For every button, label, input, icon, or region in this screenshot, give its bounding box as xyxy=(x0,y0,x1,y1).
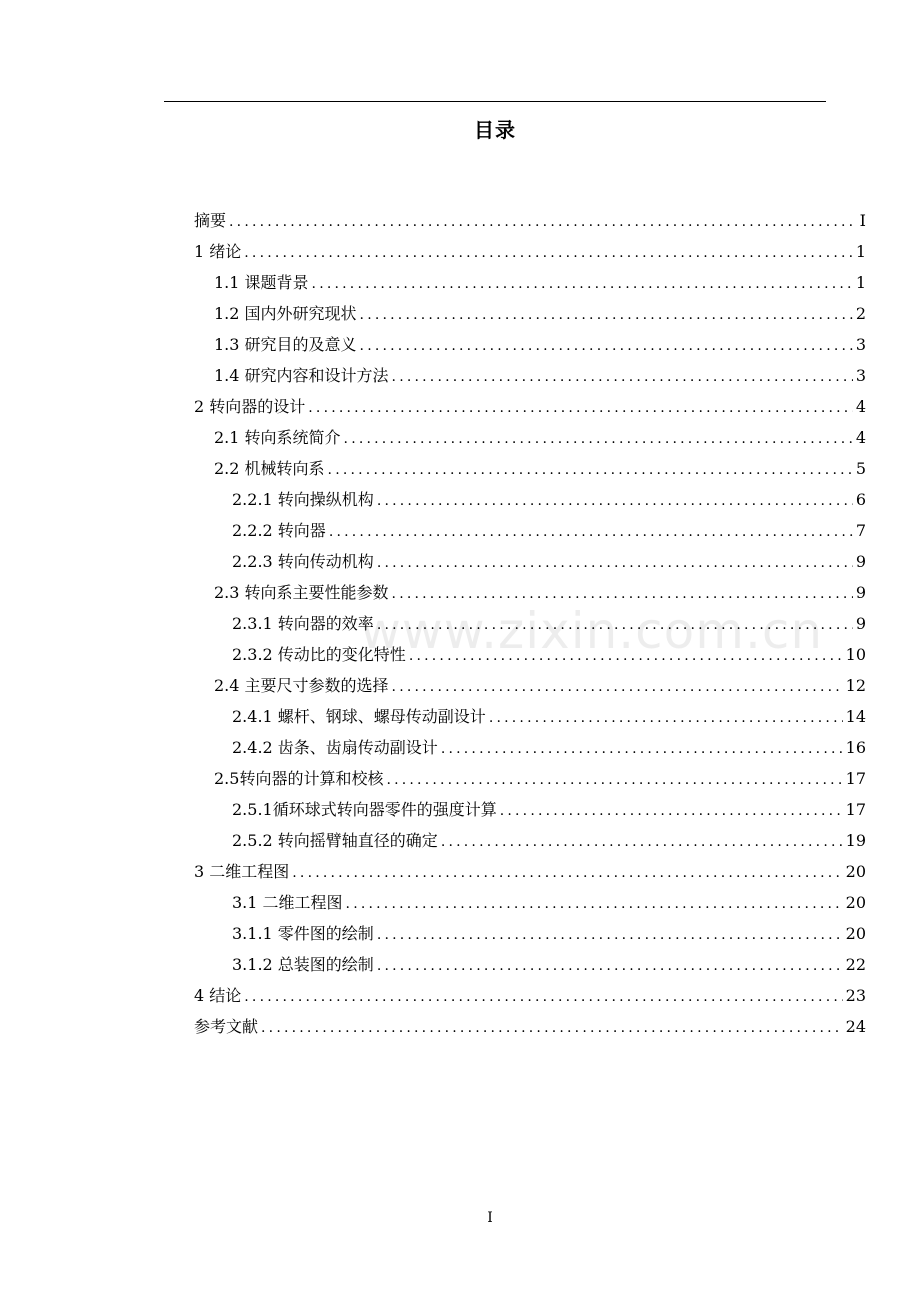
toc-entry[interactable] xyxy=(194,577,866,608)
toc-entry-page: 22 xyxy=(845,955,866,974)
toc-dot-leader xyxy=(392,362,853,393)
toc-entry-label: 2.2.2 转向器 xyxy=(232,521,326,540)
toc-entry-page: 1 xyxy=(855,242,866,261)
toc-entry-page: 24 xyxy=(845,1017,866,1036)
toc-entry-page: 16 xyxy=(845,738,866,757)
toc-entry[interactable] xyxy=(194,391,866,422)
toc-dot-leader xyxy=(312,269,853,300)
toc-entry[interactable] xyxy=(194,732,866,763)
toc-dot-leader xyxy=(409,641,843,672)
toc-entry[interactable] xyxy=(194,236,866,267)
toc-dot-leader xyxy=(377,548,853,579)
toc-entry[interactable] xyxy=(194,794,866,825)
toc-entry-page: 20 xyxy=(845,893,866,912)
toc-entry-page: 9 xyxy=(855,552,866,571)
toc-dot-leader xyxy=(360,300,853,331)
toc-dot-leader xyxy=(360,331,853,362)
toc-entry-label: 摘要 xyxy=(194,211,227,230)
toc-entry-label: 2 转向器的设计 xyxy=(194,397,306,416)
toc-entry[interactable] xyxy=(194,1011,866,1042)
toc-entry[interactable] xyxy=(194,608,866,639)
toc-entry-label: 1.3 研究目的及意义 xyxy=(214,335,357,354)
toc-dot-leader xyxy=(489,703,843,734)
toc-entry-page: 6 xyxy=(855,490,866,509)
toc-entry[interactable] xyxy=(194,267,866,298)
toc-entry-page: 19 xyxy=(845,831,866,850)
toc-entry[interactable] xyxy=(194,949,866,980)
footer-page-number: I xyxy=(487,1210,493,1226)
toc-dot-leader xyxy=(261,1013,843,1044)
toc-entry-label: 3.1 二维工程图 xyxy=(232,893,343,912)
toc-entry-page: 7 xyxy=(855,521,866,540)
toc-entry[interactable] xyxy=(194,515,866,546)
toc-entry[interactable] xyxy=(194,825,866,856)
watermark-text: www.zixin.com.cn xyxy=(360,602,824,660)
toc-entry-label: 2.3 转向系主要性能参数 xyxy=(214,583,389,602)
toc-dot-leader xyxy=(244,238,853,269)
toc-entry-label: 1.2 国内外研究现状 xyxy=(214,304,357,323)
toc-dot-leader xyxy=(329,517,853,548)
toc-entry-page: 4 xyxy=(855,397,866,416)
toc-entry-page: 17 xyxy=(845,800,866,819)
toc-entry-label: 2.4.2 齿条、齿扇传动副设计 xyxy=(232,738,438,757)
toc-entry-label: 2.5.1循环球式转向器零件的强度计算 xyxy=(232,800,497,819)
toc-dot-leader xyxy=(441,734,843,765)
toc-entry-label: 3 二维工程图 xyxy=(194,862,290,881)
toc-dot-leader xyxy=(377,486,853,517)
toc-dot-leader xyxy=(344,424,853,455)
toc-dot-leader xyxy=(386,765,842,796)
toc-entry[interactable] xyxy=(194,980,866,1011)
toc-dot-leader xyxy=(244,982,842,1013)
toc-entry-label: 2.3.1 转向器的效率 xyxy=(232,614,374,633)
toc-entry-page: 20 xyxy=(845,862,866,881)
toc-dot-leader xyxy=(441,827,843,858)
header-rule xyxy=(164,101,826,102)
toc-entry-page: 1 xyxy=(855,273,866,292)
toc-entry-page: 23 xyxy=(845,986,866,1005)
toc-entry-label: 参考文献 xyxy=(194,1017,259,1036)
toc-dot-leader xyxy=(392,672,843,703)
toc-entry-label: 2.5转向器的计算和校核 xyxy=(214,769,384,788)
toc-entry-page: 17 xyxy=(845,769,866,788)
toc-entry-label: 2.4 主要尺寸参数的选择 xyxy=(214,676,389,695)
toc-entry-label: 1.4 研究内容和设计方法 xyxy=(214,366,389,385)
toc-dot-leader xyxy=(328,455,853,486)
toc-entry[interactable] xyxy=(194,546,866,577)
toc-entry-page: 12 xyxy=(845,676,866,695)
toc-entry[interactable] xyxy=(194,763,866,794)
toc-dot-leader xyxy=(392,579,853,610)
toc-entry[interactable] xyxy=(194,298,866,329)
toc-entry-label: 1.1 课题背景 xyxy=(214,273,309,292)
toc-entry-page: 20 xyxy=(845,924,866,943)
toc-entry-label: 1 绪论 xyxy=(194,242,242,261)
toc-entry[interactable] xyxy=(194,670,866,701)
toc-entry[interactable] xyxy=(194,701,866,732)
toc-entry-label: 2.2 机械转向系 xyxy=(214,459,325,478)
toc-entry-label: 4 结论 xyxy=(194,986,242,1005)
toc-dot-leader xyxy=(377,920,843,951)
toc-entry-label: 2.1 转向系统简介 xyxy=(214,428,341,447)
toc-entry-label: 2.2.3 转向传动机构 xyxy=(232,552,374,571)
toc-entry-page: 9 xyxy=(855,583,866,602)
toc-entry-label: 2.4.1 螺杆、钢球、螺母传动副设计 xyxy=(232,707,486,726)
toc-entry[interactable] xyxy=(194,856,866,887)
toc-dot-leader xyxy=(500,796,843,827)
toc-entry-page: 5 xyxy=(855,459,866,478)
toc-entry-page: 3 xyxy=(855,366,866,385)
toc-dot-leader xyxy=(292,858,842,889)
toc-entry-page: 10 xyxy=(845,645,866,664)
toc-entry[interactable] xyxy=(194,887,866,918)
page-title: 目录 xyxy=(474,118,516,142)
toc-entry-page: 4 xyxy=(855,428,866,447)
toc-entry-page: 14 xyxy=(845,707,866,726)
toc-entry[interactable] xyxy=(194,484,866,515)
toc-entry-label: 2.2.1 转向操纵机构 xyxy=(232,490,374,509)
toc-entry-page: I xyxy=(859,211,866,230)
toc-entry-page: 9 xyxy=(855,614,866,633)
toc-entry[interactable] xyxy=(194,453,866,484)
toc-entry-label: 2.3.2 传动比的变化特性 xyxy=(232,645,406,664)
toc-entry[interactable] xyxy=(194,329,866,360)
toc-entry-page: 3 xyxy=(855,335,866,354)
toc-dot-leader xyxy=(346,889,843,920)
toc-entry-label: 2.5.2 转向摇臂轴直径的确定 xyxy=(232,831,438,850)
toc-dot-leader xyxy=(229,207,857,238)
toc-dot-leader xyxy=(377,951,843,982)
toc-entry[interactable] xyxy=(194,205,866,236)
toc-dot-leader xyxy=(308,393,853,424)
toc-entry[interactable] xyxy=(194,918,866,949)
toc-entry[interactable] xyxy=(194,639,866,670)
toc-dot-leader xyxy=(377,610,853,641)
toc-entry[interactable] xyxy=(194,360,866,391)
toc-entry-page: 2 xyxy=(855,304,866,323)
table-of-contents xyxy=(194,205,866,1042)
toc-entry-label: 3.1.1 零件图的绘制 xyxy=(232,924,374,943)
toc-entry-label: 3.1.2 总装图的绘制 xyxy=(232,955,374,974)
toc-entry[interactable] xyxy=(194,422,866,453)
